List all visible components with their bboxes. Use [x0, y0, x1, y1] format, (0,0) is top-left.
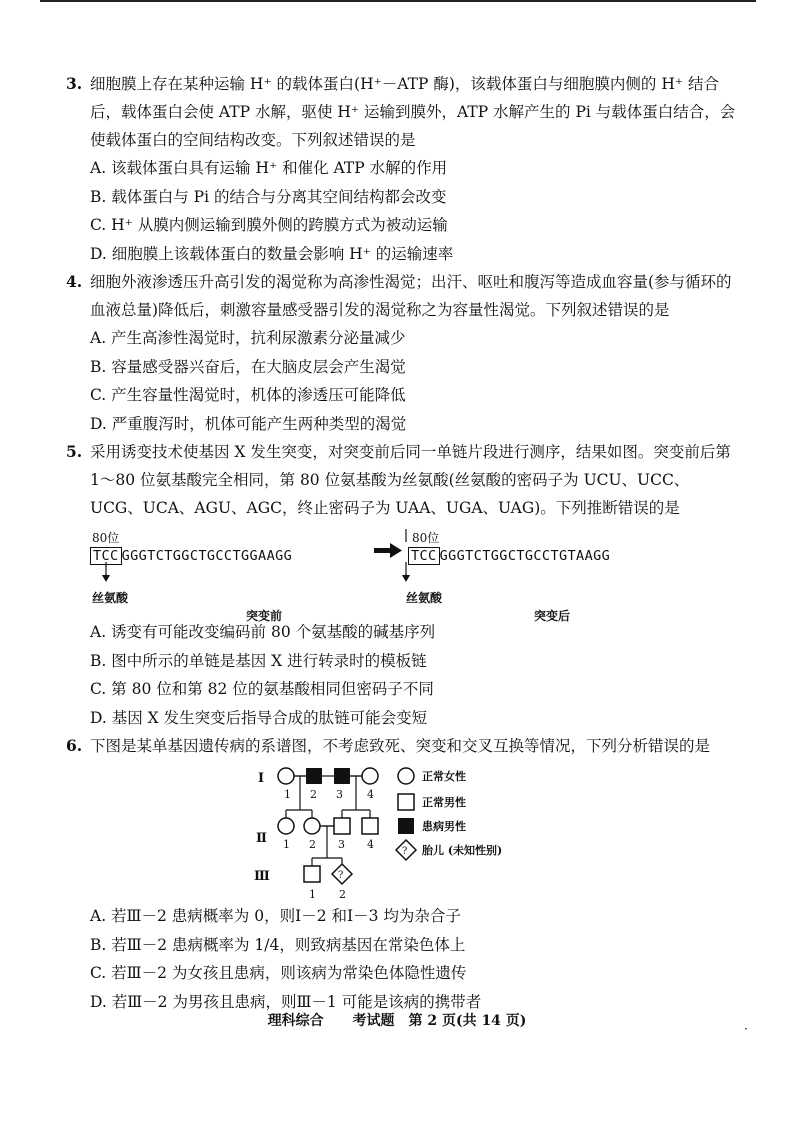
individual-II-2: [304, 818, 320, 834]
codon-box-after: TCC: [408, 547, 440, 565]
individual-I-4: [362, 768, 378, 784]
label-II-4: 4: [367, 838, 374, 851]
arrow-head-before: [102, 575, 110, 582]
question-number: 4.: [66, 272, 83, 291]
legend-affected-male: 患病男性: [422, 820, 466, 833]
pedigree-svg: [66, 762, 706, 902]
exam-page: [66, 70, 736, 1016]
page-footer: [0, 1010, 794, 1030]
individual-II-1: [278, 818, 294, 834]
question-number: 5.: [66, 442, 83, 461]
amino-label-after: 丝氨酸: [406, 591, 443, 605]
individual-III-1: [304, 866, 320, 882]
option-b: B. 若Ⅲ－2 患病概率为 1/4，则致病基因在常染色体上: [90, 935, 466, 954]
option-d: D. 严重腹泻时，机体可能产生两种类型的渴觉: [90, 414, 407, 433]
pedigree-chart: [66, 762, 736, 902]
footer-page: 考试题 第 2 页(共 14 页): [352, 1013, 527, 1029]
individual-I-1: [278, 768, 294, 784]
fetus-mark: ?: [338, 870, 344, 881]
legend-female-icon: [398, 768, 414, 784]
caption-before: 突变前: [246, 609, 283, 623]
mutation-arrow-shaft: [374, 548, 392, 553]
codon-box-before: TCC: [90, 547, 122, 565]
option-c: C. 产生容量性渴觉时，机体的渗透压可能降低: [90, 386, 406, 404]
question-4: [66, 268, 736, 438]
option-d: D. 细胞膜上该载体蛋白的数量会影响 H⁺ 的运输速率: [90, 244, 454, 263]
legend-normal-female: 正常女性: [422, 770, 466, 783]
position-label-before: 80位: [92, 531, 120, 545]
label-II-1: 1: [283, 838, 290, 851]
question-6: [66, 732, 736, 1016]
footer-subject: 理科综合: [267, 1013, 324, 1029]
legend-fetus-mark: ?: [402, 846, 408, 857]
label-II-3: 3: [338, 838, 345, 851]
mutation-arrow-head: [390, 543, 402, 558]
option-a: A. 产生高渗性渴觉时，抗利尿激素分泌量减少: [90, 329, 406, 347]
amino-label-before: 丝氨酸: [92, 591, 129, 605]
label-I-3: 3: [336, 788, 343, 801]
option-d: D. 基因 X 发生突变后指导合成的肽链可能会变短: [90, 708, 428, 727]
legend-affected-male-icon: [398, 818, 414, 834]
option-c: C. H⁺ 从膜内侧运输到膜外侧的跨膜方式为被动运输: [90, 216, 448, 234]
sequence-after-text: GGGTCTGGCTGCCTGTAAGG: [439, 548, 611, 564]
question-number: 6.: [66, 736, 83, 755]
question-stem: 细胞外液渗透压升高引发的渴觉称为高渗性渴觉；出汗、呕吐和腹泻等造成血容量(参与循环的血液总量)降低后，刺激容量感受器引发的渴觉称之为容量性渴觉。下列叙述错误的是: [90, 273, 732, 319]
sequence-after: [408, 542, 610, 570]
corner-mark: ·: [744, 1022, 748, 1036]
option-a: A. 诱变有可能改变编码前 80 个氨基酸的碱基序列: [90, 623, 436, 641]
question-stem: 采用诱变技术使基因 X 发生突变，对突变前后同一单链片段进行测序，结果如图。突变前后第 1～80 位氨基酸完全相同，第 80 位氨基酸为丝氨酸(丝氨酸的密码子为 UCU、UCC、UCG、UCA、AGU、AGC，终止密码子为 UAA、UGA、UAG)。下列推断错误的是: [90, 443, 731, 517]
question-number: 3.: [66, 74, 83, 93]
legend-normal-male: 正常男性: [422, 796, 466, 809]
sequence-before-text: GGGTCTGGCTGCCTGGAAGG: [121, 548, 293, 564]
label-II-2: 2: [309, 838, 316, 851]
individual-I-2: [306, 768, 322, 784]
option-c: C. 第 80 位和第 82 位的氨基酸相同但密码子不同: [90, 680, 434, 698]
option-a: A. 该载体蛋白具有运输 H⁺ 和催化 ATP 水解的作用: [90, 159, 448, 177]
individual-II-4: [362, 818, 378, 834]
option-a: A. 若Ⅲ－2 患病概率为 0，则Ⅰ－2 和Ⅰ－3 均为杂合子: [90, 907, 461, 925]
label-I-1: 1: [284, 788, 291, 801]
gen-label-1: Ⅰ: [258, 771, 265, 786]
sequence-figure: [90, 522, 736, 623]
legend-fetus: 胎儿 (未知性别): [422, 844, 503, 857]
caption-after: 突变后: [534, 609, 571, 623]
label-III-1: 1: [309, 888, 316, 901]
individual-I-3: [334, 768, 350, 784]
option-b: B. 容量感受器兴奋后，在大脑皮层会产生渴觉: [90, 357, 406, 376]
label-III-2: 2: [339, 888, 346, 901]
option-b: B. 载体蛋白与 Pi 的结合与分离其空间结构都会改变: [90, 187, 447, 206]
gen-label-3: Ⅲ: [254, 869, 270, 884]
question-5: [66, 438, 736, 732]
gen-label-2: Ⅱ: [256, 831, 267, 846]
label-I-2: 2: [310, 788, 317, 801]
option-c: C. 若Ⅲ－2 为女孩且患病，则该病为常染色体隐性遗传: [90, 964, 467, 982]
legend-male-icon: [398, 794, 414, 810]
option-b: B. 图中所示的单链是基因 X 进行转录时的模板链: [90, 651, 427, 670]
question-stem: 细胞膜上存在某种运输 H⁺ 的载体蛋白(H⁺－ATP 酶)，该载体蛋白与细胞膜内侧的 H⁺ 结合后，载体蛋白会使 ATP 水解，驱使 H⁺ 运输到膜外，ATP 水解产生的 Pi 与载体蛋白结合，会使载体蛋白的空间结构改变。下列叙述错误的是: [90, 75, 736, 149]
label-I-4: 4: [367, 788, 374, 801]
question-3: [66, 70, 736, 268]
individual-II-3: [334, 818, 350, 834]
position-label-after: 80位: [412, 531, 440, 545]
arrow-head-after: [402, 575, 410, 582]
option-d: D. 若Ⅲ－2 为男孩且患病，则Ⅲ－1 可能是该病的携带者: [90, 992, 482, 1011]
top-rule: [40, 0, 756, 2]
question-stem: 下图是某单基因遗传病的系谱图，不考虑致死、突变和交叉互换等情况，下列分析错误的是: [90, 737, 711, 755]
